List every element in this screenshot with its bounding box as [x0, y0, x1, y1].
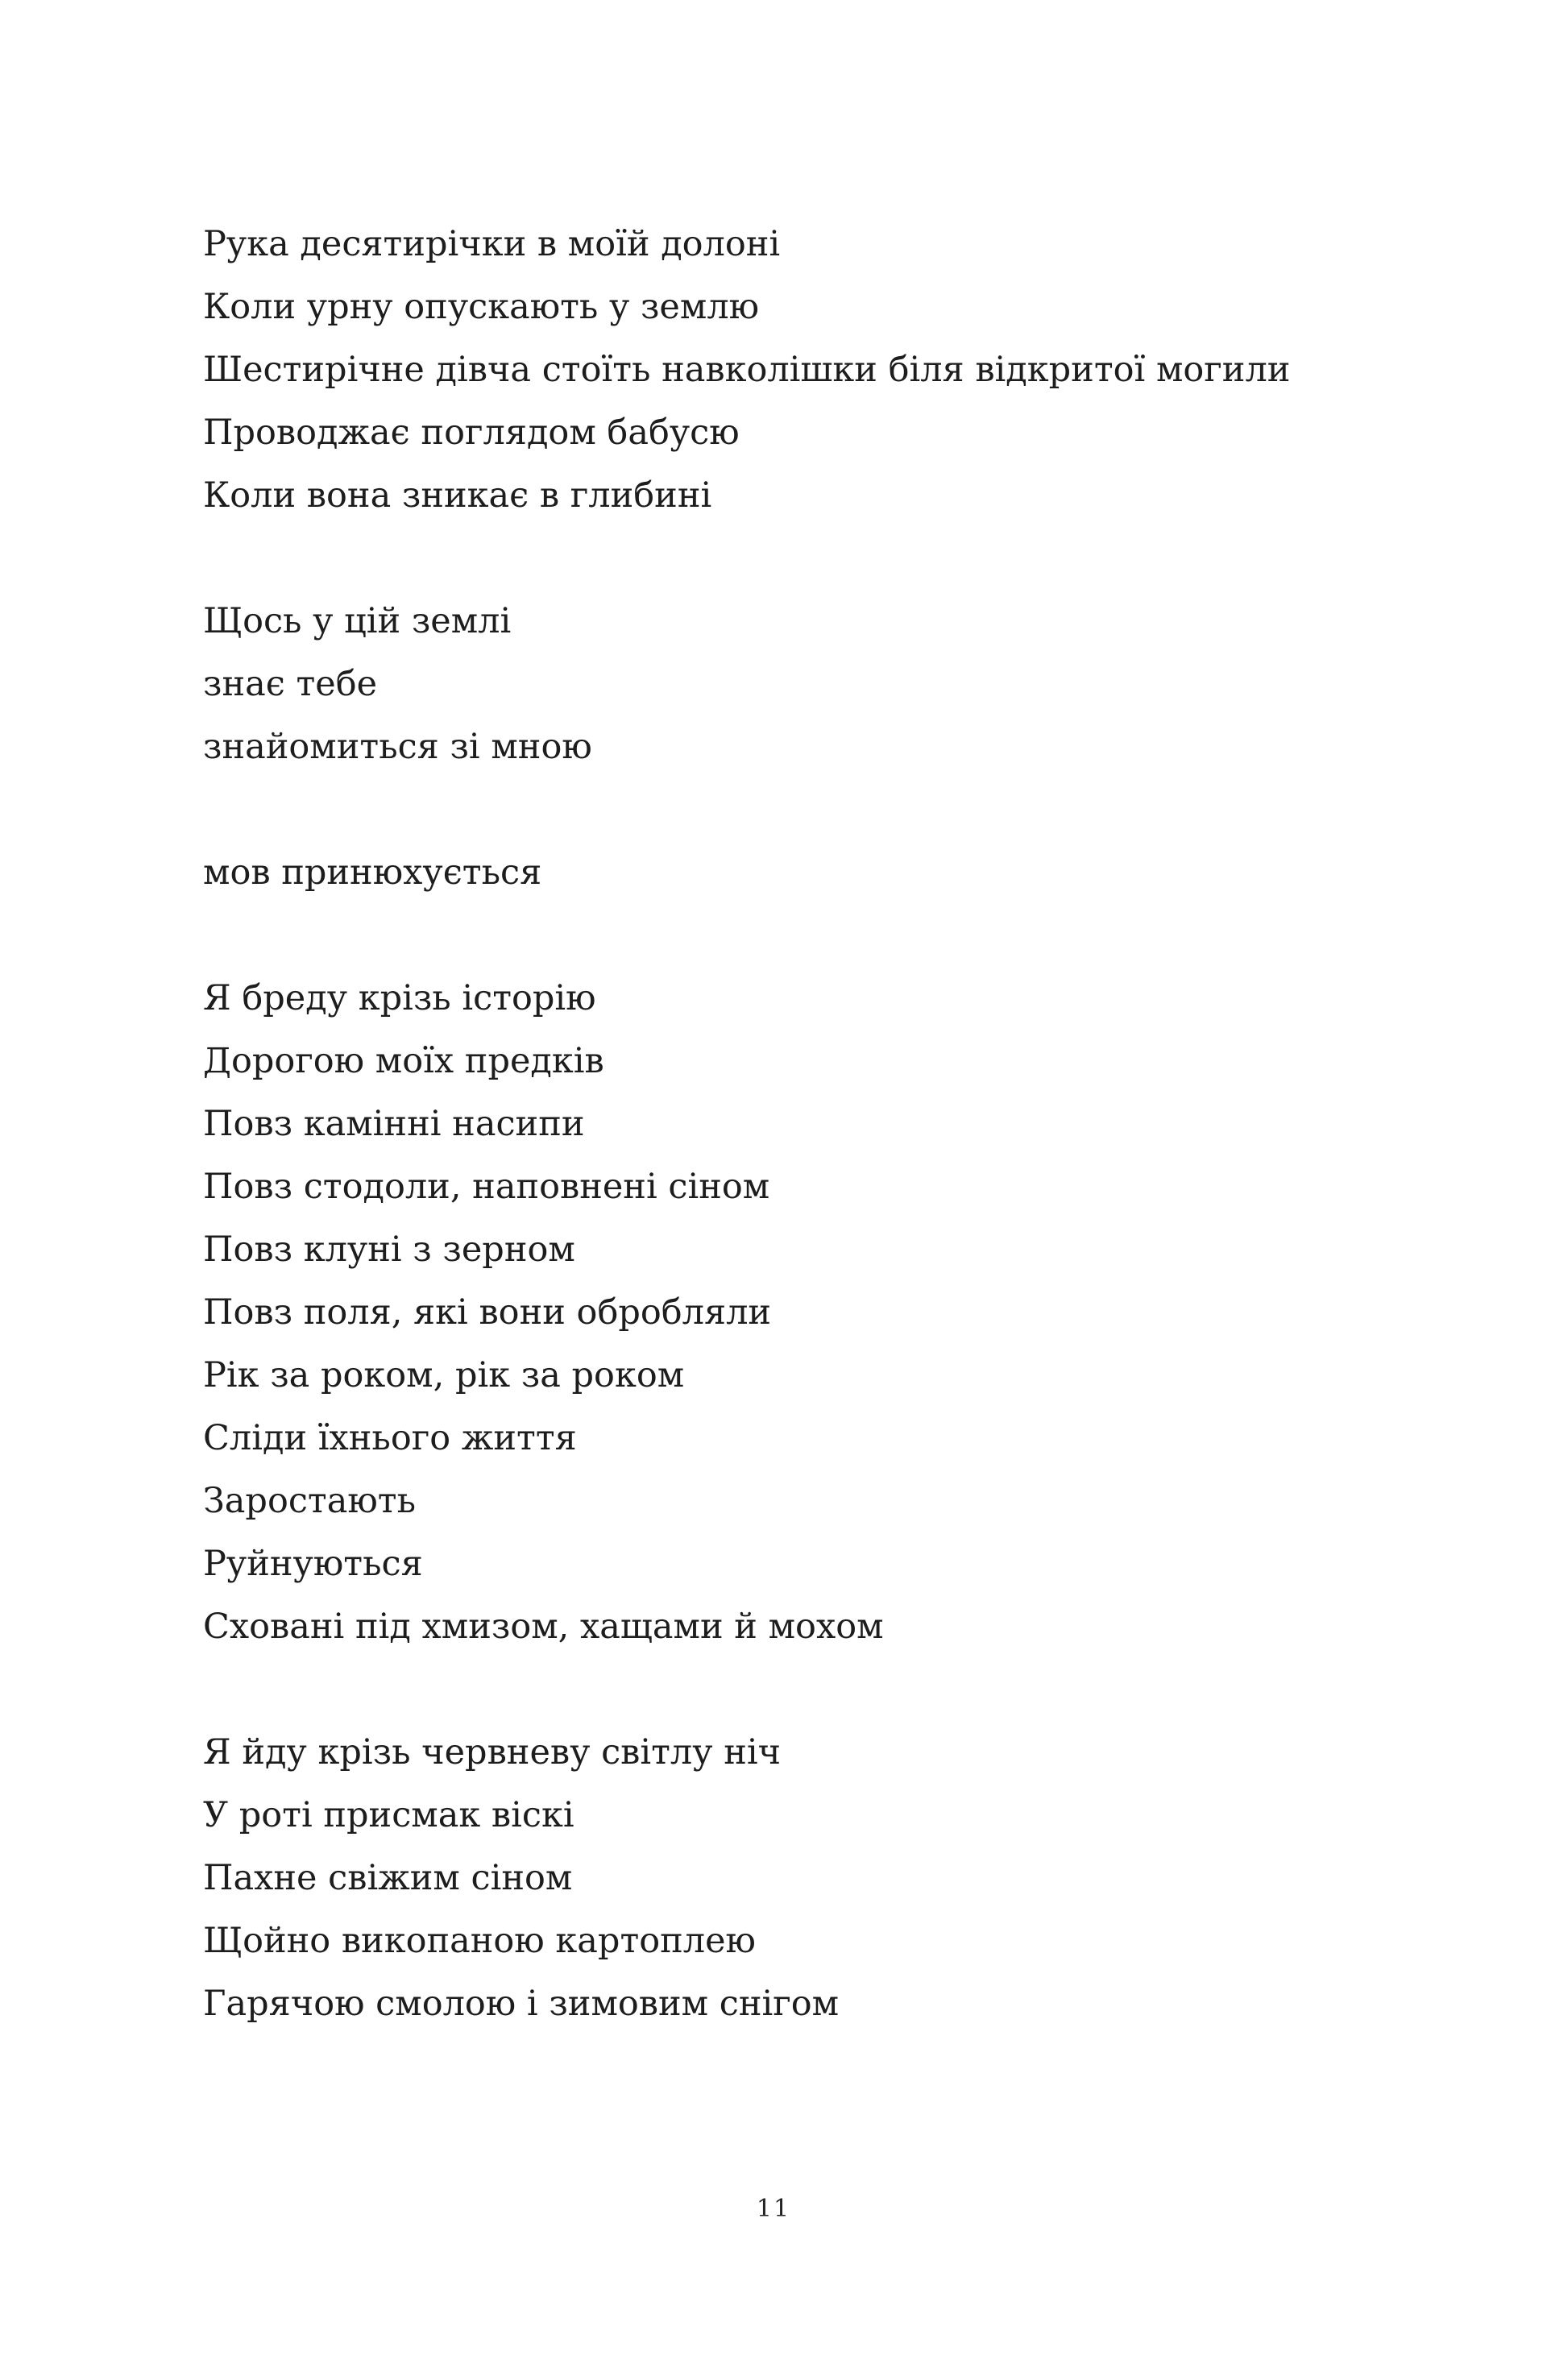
poem-line: Гарячою смолою і зимовим снігом — [203, 1984, 840, 2024]
poem-line: Рука десятирічки в моїй долоні — [203, 224, 781, 264]
poem-line: У роті присмак віскі — [203, 1795, 574, 1835]
poem-line: Повз камінні насипи — [203, 1104, 585, 1144]
poem-line: Я йду крізь червневу світлу ніч — [203, 1732, 782, 1773]
poem-line: Щойно викопаною картоплею — [203, 1921, 756, 1961]
poem-line: Сліди їхнього життя — [203, 1418, 577, 1458]
poem-line: Щось у цій землі — [203, 601, 512, 641]
stanza-3 — [203, 841, 1460, 904]
poem-line: Повз стодоли, наповнені сіном — [203, 1167, 770, 1207]
poem-line: Повз клуні з зерном — [203, 1229, 575, 1270]
stanza-4 — [203, 967, 1460, 1658]
poem-line: Заростають — [203, 1481, 416, 1521]
poem-line: Коли вона зникає в глибині — [203, 475, 712, 516]
poem-line: Я бреду крізь історію — [203, 978, 596, 1018]
poem-body — [203, 213, 1460, 2098]
poem-line: Сховані під хмизом, хащами й мохом — [203, 1607, 884, 1647]
poem-line: Шестирічне дівча стоїть навколішки біля відкритої могили — [203, 350, 1291, 390]
poem-line: Дорогою моїх предків — [203, 1041, 604, 1081]
poem-line: мов принюхується — [203, 852, 542, 893]
stanza-2 — [203, 590, 1460, 778]
poem-line: Пахне свіжим сіном — [203, 1858, 573, 1898]
stanza-5 — [203, 1721, 1460, 2035]
poem-line: Повз поля, які вони обробляли — [203, 1292, 772, 1333]
page-number: 11 — [756, 2195, 791, 2223]
stanza-1 — [203, 213, 1460, 527]
poem-line: знає тебе — [203, 664, 378, 704]
poem-line: Рік за роком, рік за роком — [203, 1355, 685, 1395]
poem-line: Коли урну опускають у землю — [203, 287, 760, 327]
poem-line: Проводжає поглядом бабусю — [203, 413, 740, 453]
poem-line: знайомиться зі мною — [203, 727, 592, 767]
poem-line: Руйнуються — [203, 1544, 423, 1584]
